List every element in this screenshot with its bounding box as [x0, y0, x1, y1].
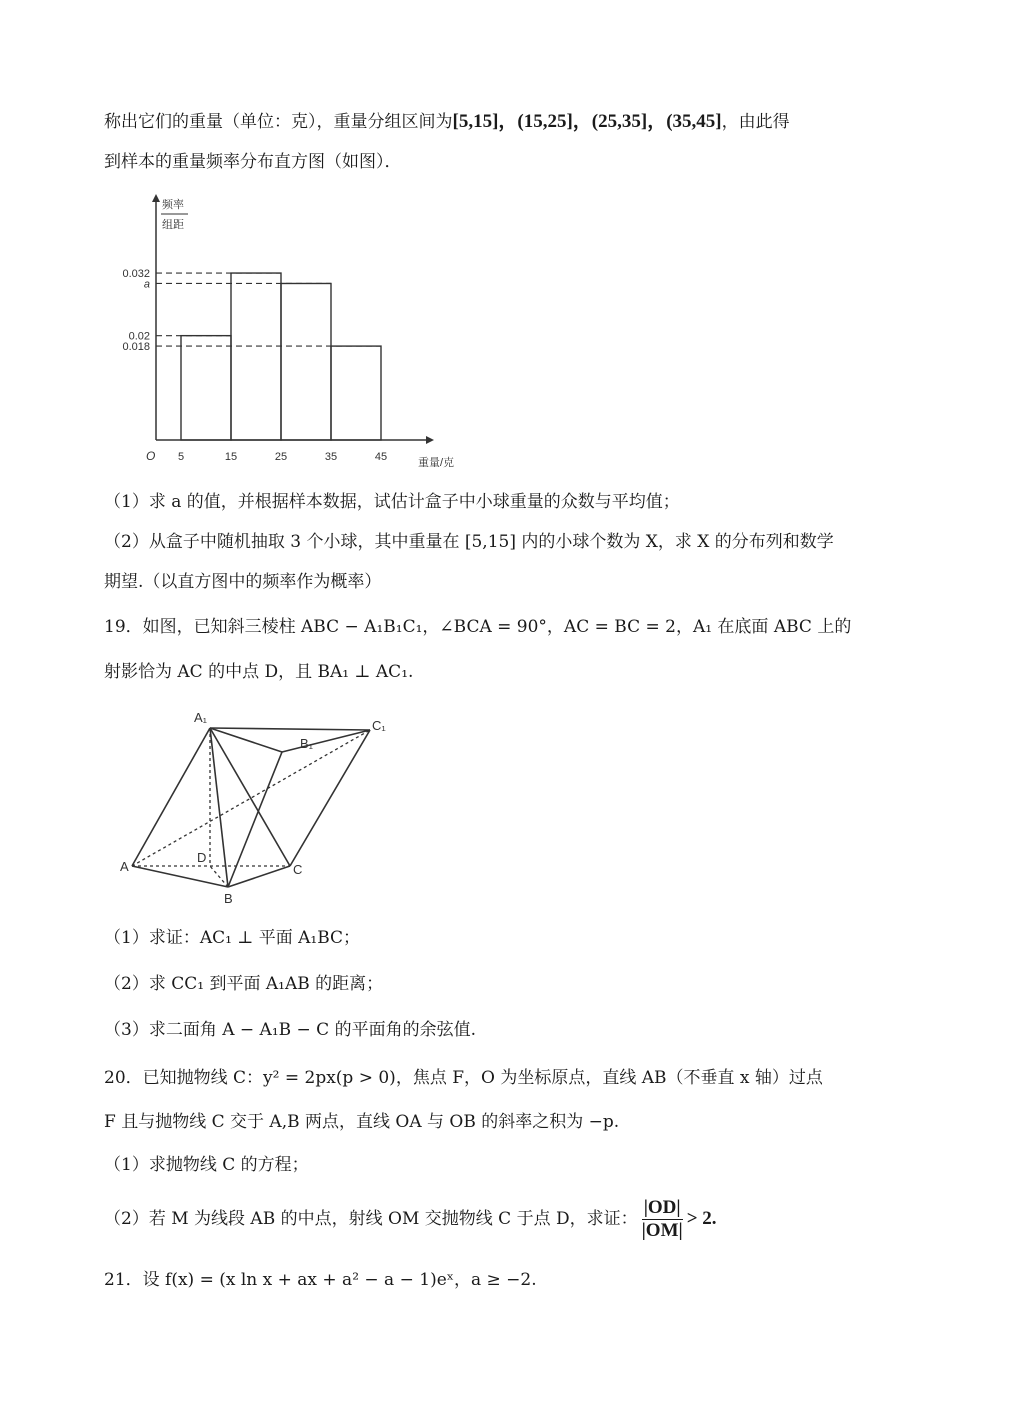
- edge-a1c: [210, 728, 290, 866]
- y-label-top: 频率: [162, 199, 184, 211]
- label-b: B: [224, 891, 233, 906]
- fraction-od-om: $\frac{|OD|}{|OM|}$: [641, 1197, 683, 1241]
- intervals: [5,15]，(15,25]，(25,35]，(35,45]: [452, 111, 722, 132]
- edge-ab: [132, 866, 228, 887]
- p18-q1: （1）求 a 的值，并根据样本数据，试估计盒子中小球重量的众数与平均值；: [104, 492, 680, 512]
- label-c1: C₁: [372, 718, 386, 733]
- label-c: C: [293, 862, 303, 877]
- y-tick-label: 0.032: [122, 268, 150, 281]
- y-tick-label: a: [143, 278, 150, 291]
- histogram-bar: [231, 273, 281, 440]
- x-tick-label: 35: [324, 451, 338, 463]
- edge-b1c1: [282, 730, 370, 752]
- y-label-bottom: 组距: [162, 219, 184, 231]
- y-axis-arrow: [152, 194, 160, 202]
- p19-q2: （2）求 CC₁ 到平面 A₁AB 的距离；: [104, 974, 384, 994]
- label-b1: B₁: [300, 736, 314, 751]
- y-tick-label: 0.02: [128, 330, 150, 343]
- p19-stem2: 射影恰为 AC 的中点 D，且 BA₁ ⊥ AC₁.: [104, 662, 414, 682]
- p20-q1: （1）求抛物线 C 的方程；: [104, 1155, 309, 1175]
- p19-q3: （3）求二面角 A − A₁B − C 的平面角的余弦值.: [104, 1020, 476, 1040]
- p20-stem1: 20．已知抛物线 C：y² = 2px(p > 0)，焦点 F，O 为坐标原点，直线 AB（不垂直 x 轴）过点: [104, 1068, 823, 1088]
- origin-label: O: [146, 449, 156, 463]
- histogram-bar: [181, 336, 231, 440]
- p18-q2b: 期望.（以直方图中的频率作为概率）: [104, 572, 382, 592]
- edge-aa1: [132, 728, 210, 866]
- p18-line2: 到样本的重量频率分布直方图（如图）．: [104, 152, 402, 172]
- histogram-chart: [100, 190, 455, 480]
- x-tick-label: 15: [224, 451, 238, 463]
- y-tick-label: 0.018: [122, 341, 150, 354]
- label-d: D: [197, 850, 207, 865]
- p19-q1: （1）求证：AC₁ ⊥ 平面 A₁BC；: [104, 928, 361, 948]
- p18-q2a: （2）从盒子中随机抽取 3 个小球，其中重量在 [5,15] 内的小球个数为 X，求 X 的分布列和数学: [104, 532, 834, 552]
- x-tick-label: 45: [374, 451, 388, 463]
- x-axis-label: 重量/克: [418, 457, 455, 469]
- p20-q2: （2）若 M 为线段 AB 的中点，射线 OM 交抛物线 C 于点 D，求证： $\frac{|OD|}{|OM|}$ > 2.: [104, 1197, 717, 1241]
- edge-a1b1: [210, 728, 282, 752]
- p19-stem1: 19．如图，已知斜三棱柱 ABC − A₁B₁C₁，∠BCA = 90°，AC = BC = 2，A₁ 在底面 ABC 上的: [104, 617, 852, 637]
- edge-a1c1: [210, 728, 370, 730]
- x-tick-label: 25: [274, 451, 288, 463]
- edge-bc: [228, 866, 290, 887]
- x-tick-label: 5: [177, 451, 185, 463]
- histogram-bar: [281, 283, 331, 440]
- p20-stem2: F 且与抛物线 C 交于 A,B 两点，直线 OA 与 OB 的斜率之积为 −p.: [104, 1112, 620, 1132]
- label-a1: A₁: [194, 710, 208, 725]
- label-a: A: [120, 859, 129, 874]
- p21-stem: 21．设 f(x) = (x ln x + ax + a² − a − 1)eˣ，a ≥ −2.: [104, 1270, 537, 1290]
- x-axis-arrow: [426, 436, 434, 444]
- p18-line1: 称出它们的重量（单位：克），重量分组区间为[5,15]，(15,25]，(25,35]，(35,45]，由此得: [104, 111, 790, 132]
- prism-diagram: [100, 700, 400, 910]
- edge-a1b: [210, 728, 228, 887]
- histogram-bar: [331, 346, 381, 440]
